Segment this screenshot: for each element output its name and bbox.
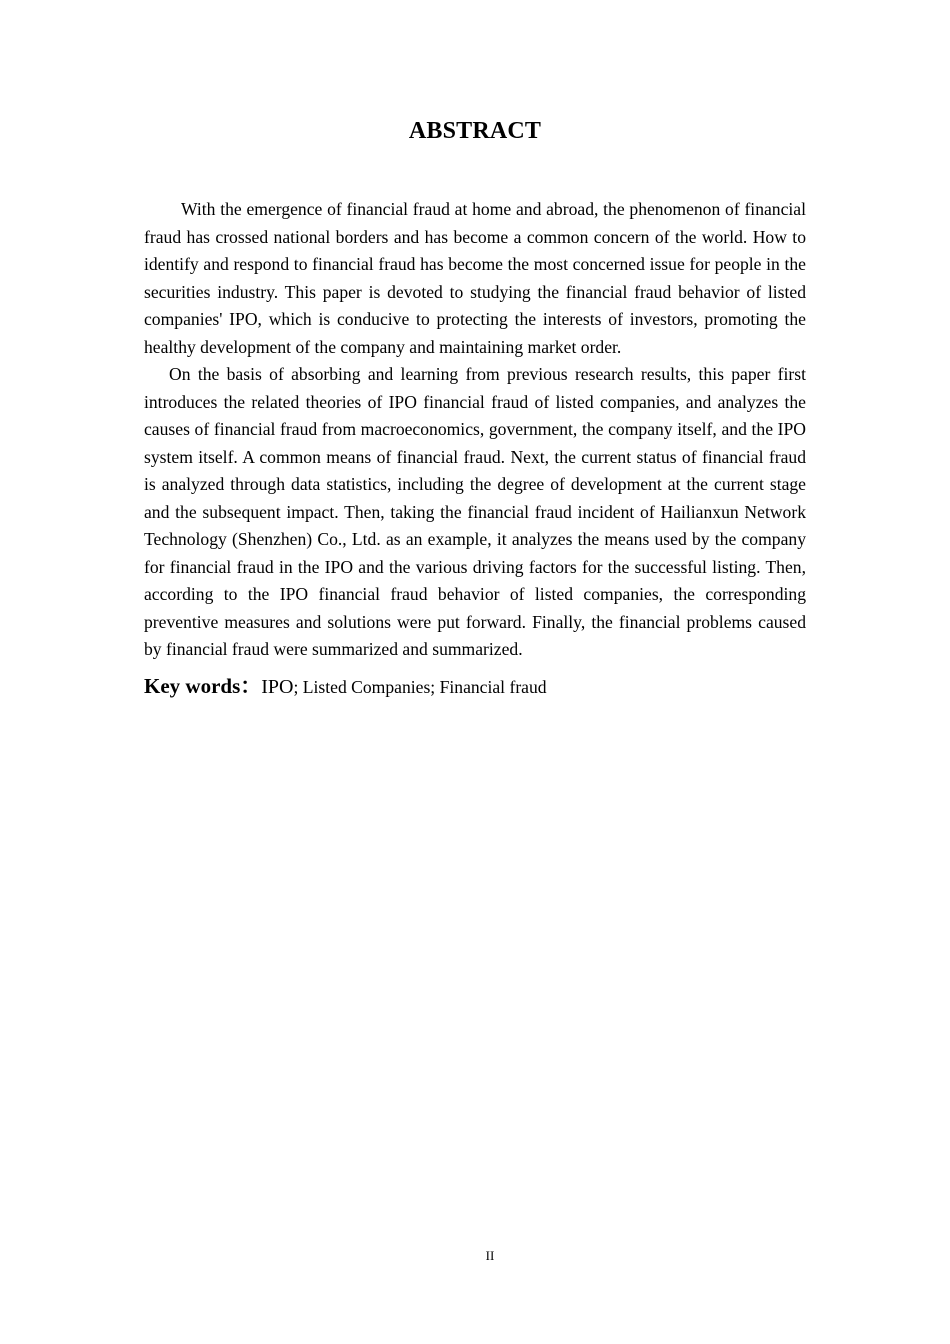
abstract-title: ABSTRACT bbox=[408, 118, 542, 144]
keywords-label: Key words： bbox=[144, 673, 262, 698]
page-number: II bbox=[485, 1248, 495, 1263]
keyword-ipo: IPO bbox=[261, 675, 294, 698]
abstract-paragraph-2: On the basis of absorbing and learning from previous research results, this paper first introduces the related theories of IPO financial fraud of listed companies, and analyzes the causes of financial fraud from macroeconomics, government, the company itself, and the IPO system itself. A common means of financial fraud. Next, the current status of financial fraud is analyzed through data statistics, including the degree of development at the current stage and the subsequent impact. Then, taking the financial fraud incident of Hailianxun Network Technology (Shenzhen) Co., Ltd. as an example, it analyzes the means used by the company for financial fraud in the IPO and the various driving factors for the successful listing. Then, according to the IPO financial fraud behavior of listed companies, the corresponding preventive measures and solutions were put forward. Finally, the financial problems caused by financial fraud were summarized and summarized. bbox=[144, 364, 806, 659]
keywords-line bbox=[144, 670, 806, 703]
abstract-paragraph-1: With the emergence of financial fraud at home and abroad, the phenomenon of financial fraud has crossed national borders and has become a common concern of the world. How to identify and respond to financial fraud has become the most concerned issue for people in the securities industry. This paper is devoted to studying the financial fraud behavior of listed companies' IPO, which is conducive to protecting the interests of investors, promoting the healthy development of the company and maintaining market order. bbox=[144, 199, 806, 357]
keywords-rest: ; Listed Companies; Financial fraud bbox=[293, 676, 547, 697]
abstract-body bbox=[144, 196, 806, 703]
